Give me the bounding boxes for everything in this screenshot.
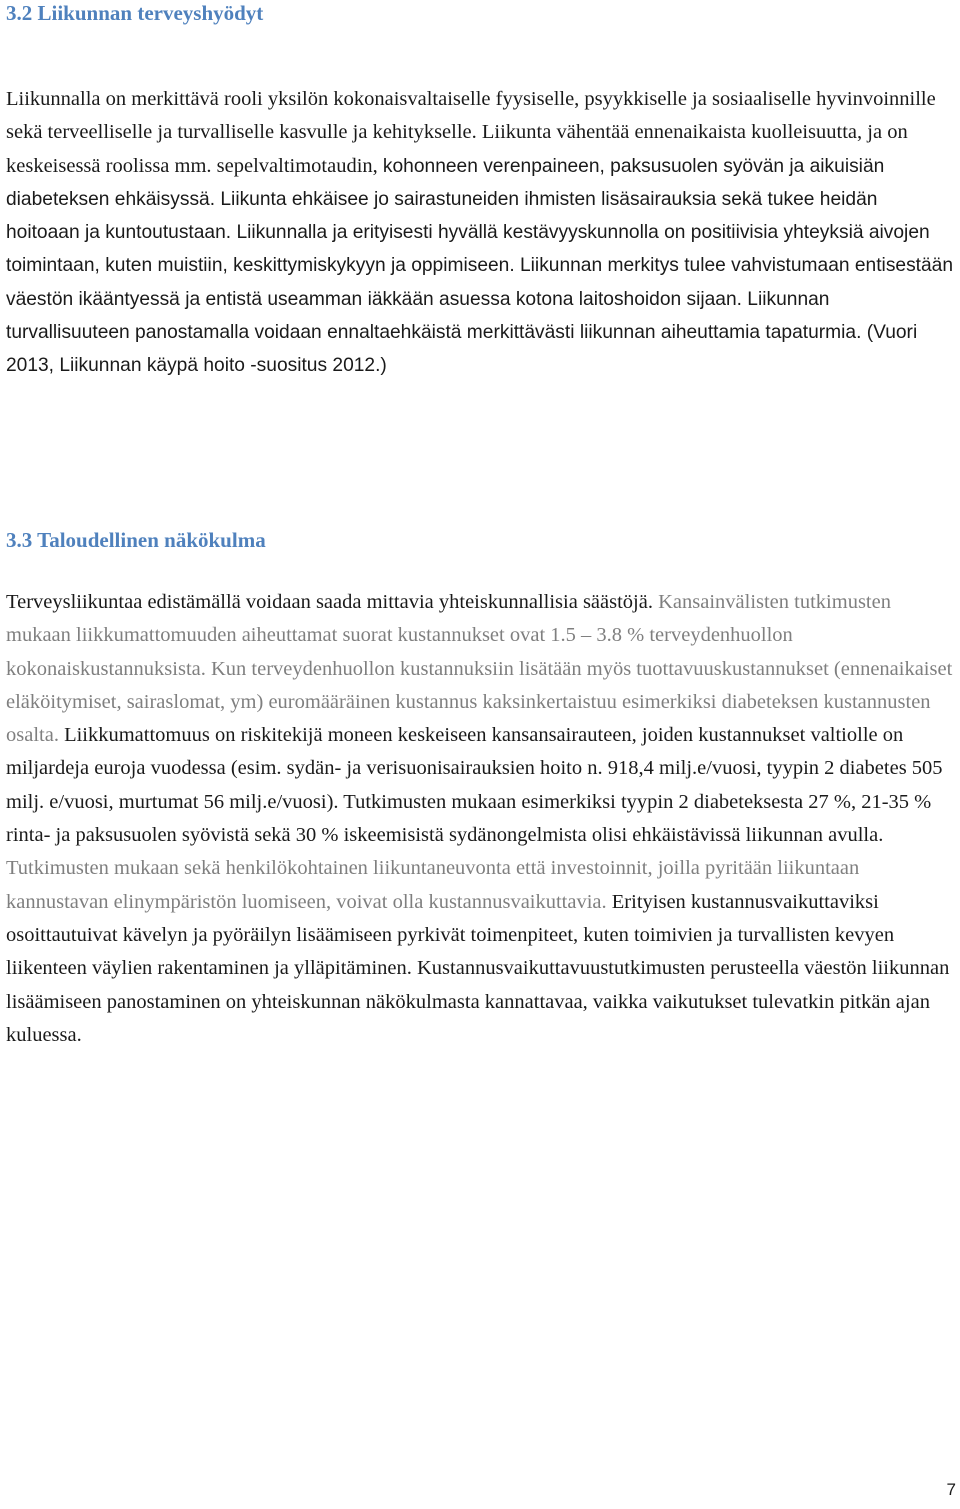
- paragraph-segment: Erityisen kustannusvaikuttaviksi osoittautuivat kävelyn ja pyöräilyn lisäämiseen pyrkivät toimenpiteet, kuten toimivien ja turvallisten kevyen liikenteen väylien rakentaminen ja ylläpitäminen. Kustannusvaikuttavuustutkimusten perusteella väestön liikunnan lisäämiseen panostaminen on yhteiskunnan näkökulmasta kannattavaa, vaikka vaikutukset tulevatkin pitkän ajan kuluessa.: [6, 890, 950, 1046]
- section-3-3-paragraph: [6, 586, 954, 1052]
- paragraph-segment-grey: Kansainvälisten tutkimusten mukaan liikkumattomuuden aiheuttamat suorat kustannukset ovat 1.5 – 3.8 % terveydenhuollon kokonaiskustannuksista. Kun terveydenhuollon kustannuksiin lisätään myös tuottavuuskustannukset (ennenaikaiset eläköitymiset, sairaslomat, ym) euromääräinen kustannus kaksinkertaistuu esimerkiksi diabeteksen kustannusten osalta.: [6, 591, 953, 747]
- paragraph-sentence: Liikunta vähentää ennenaikaista kuolleisuutta, ja on keskeisessä roolissa mm. sepelvaltimotaudin,: [6, 121, 908, 177]
- paragraph-sentence: Liikunnalla ja erityisesti hyvällä kestävyyskunnolla on positiivisia yhteyksiä aivojen toimintaan, kuten muistiin, keskittymiskykyyn ja oppimiseen.: [6, 222, 930, 277]
- section-heading-3-3: 3.3 Taloudellinen näkökulma: [6, 528, 266, 552]
- paragraph-segment-grey: Tutkimusten mukaan sekä henkilökohtainen liikuntaneuvonta että investoinnit, joilla pyritään liikuntaan kannustavan elinympäristön luomiseen, voivat olla kustannusvaikuttavia.: [6, 857, 860, 913]
- paragraph-sentence: kohonneen verenpaineen, paksusuolen syövän ja aikuisiän diabeteksen ehkäisyssä. Liikunta ehkäisee jo sairastuneiden ihmisten lisäsairauksia sekä tukee heidän hoitoaan ja kuntoutustaan.: [6, 155, 885, 244]
- paragraph-sentence: Liikunnan merkitys tulee vahvistumaan entisestään väestön ikääntyessä ja entistä useamman iäkkään asuessa kotona laitoshoidon sijaan. Liikunnan turvallisuuteen panostamalla voidaan ennaltaehkäistä merkittävästi liikunnan aiheuttamia tapaturmia. (Vuori 2013, Liikunnan käypä hoito -suositus 2012.): [6, 255, 954, 377]
- section-heading-3-2: 3.2 Liikunnan terveyshyödyt: [6, 1, 264, 25]
- paragraph-segment: Terveysliikuntaa edistämällä voidaan saada mittavia yhteiskunnallisia säästöjä.: [6, 591, 659, 613]
- section-3-2-paragraph: [6, 83, 954, 383]
- paragraph-sentence: Liikunnalla on merkittävä rooli yksilön kokonaisvaltaiselle fyysiselle, psyykkiselle ja sosiaaliselle hyvinvoinnille sekä terveelliselle ja turvalliselle kasvulle ja kehitykselle.: [6, 88, 936, 144]
- page-number: 7: [946, 1480, 956, 1499]
- paragraph-segment: Liikkumattomuus on riskitekijä moneen keskeiseen kansansairauteen, joiden kustannukset valtiolle on miljardeja euroja vuodessa (esim. sydän- ja verisuonisairauksien hoito n. 918,4 milj.e/vuosi, tyypin 2 diabetes 505 milj. e/vuosi, murtumat 56 milj.e/vuosi). Tutkimusten mukaan esimerkiksi tyypin 2 diabeteksesta 27 %, 21-35 % rinta- ja paksusuolen syövistä sekä 30 % iskeemisistä sydänongelmista olisi ehkäistävissä liikunnan avulla.: [6, 724, 943, 847]
